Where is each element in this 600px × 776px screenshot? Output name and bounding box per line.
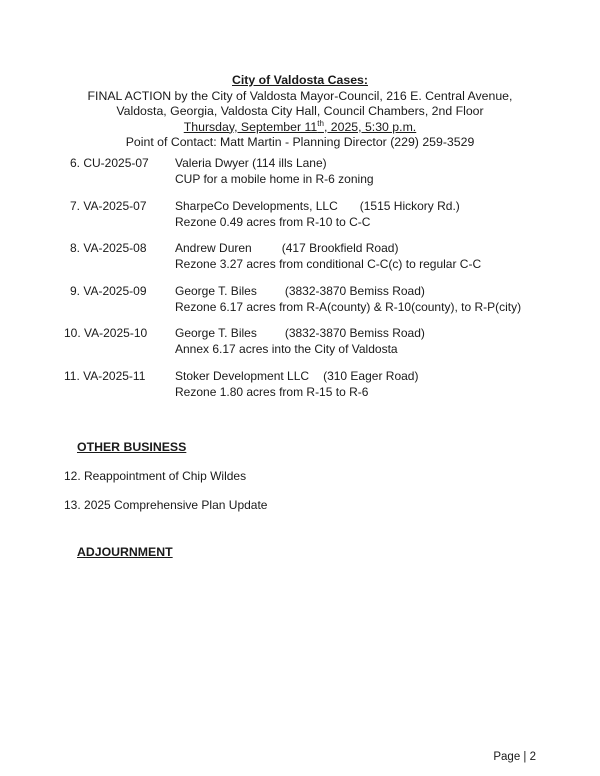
case-description: Rezone 3.27 acres from conditional C-C(c) to regular C-C <box>175 257 482 271</box>
case-address: (310 Eager Road) <box>323 369 419 383</box>
date-post: , 2025, 5:30 p.m. <box>323 119 417 134</box>
case-applicant: Stoker Development LLC <box>175 369 310 383</box>
other-business-heading: OTHER BUSINESS <box>77 440 187 454</box>
case-description: Rezone 0.49 acres from R-10 to C-C <box>175 215 371 229</box>
case-applicant-line <box>175 283 575 299</box>
other-business-item: 12. Reappointment of Chip Wildes <box>64 469 247 483</box>
case-applicant-line <box>175 240 575 256</box>
meeting-header <box>60 73 540 151</box>
case-number: 8. VA-2025-08 <box>70 241 147 255</box>
date-pre: Thursday, September 11 <box>183 119 318 134</box>
case-description: CUP for a mobile home in R-6 zoning <box>175 172 374 186</box>
case-applicant: SharpeCo Developments, LLC <box>175 199 338 213</box>
other-business-item: 13. 2025 Comprehensive Plan Update <box>64 498 268 512</box>
header-line-2: Valdosta, Georgia, Valdosta City Hall, Council Chambers, 2nd Floor <box>116 104 484 118</box>
case-number: 6. CU-2025-07 <box>70 156 149 170</box>
case-applicant-line <box>175 155 575 171</box>
meeting-date <box>60 120 540 136</box>
case-address: (3832-3870 Bemiss Road) <box>284 284 425 298</box>
case-applicant: Andrew Duren <box>175 241 252 255</box>
case-applicant: George T. Biles <box>175 326 257 340</box>
case-address: (114 ills Lane) <box>252 156 327 170</box>
case-description: Rezone 1.80 acres from R-15 to R-6 <box>175 385 369 399</box>
case-address: (3832-3870 Bemiss Road) <box>284 326 425 340</box>
page-number: Page | 2 <box>493 751 536 763</box>
case-applicant-line <box>175 325 575 341</box>
case-number: 7. VA-2025-07 <box>70 199 147 213</box>
case-applicant-line <box>175 368 575 384</box>
case-applicant: Valeria Dwyer <box>175 156 249 170</box>
case-number: 9. VA-2025-09 <box>70 284 147 298</box>
case-description: Rezone 6.17 acres from R-A(county) & R-10(county), to R-P(city) <box>175 300 522 314</box>
case-applicant-line <box>175 198 575 214</box>
case-number: 10. VA-2025-10 <box>64 326 148 340</box>
point-of-contact: Point of Contact: Matt Martin - Planning Director (229) 259-3529 <box>125 135 475 149</box>
case-address: (417 Brookfield Road) <box>281 241 399 255</box>
case-address: (1515 Hickory Rd.) <box>359 199 460 213</box>
case-applicant: George T. Biles <box>175 284 257 298</box>
case-description: Annex 6.17 acres into the City of Valdosta <box>175 342 398 356</box>
case-number: 11. VA-2025-11 <box>64 369 146 383</box>
header-title: City of Valdosta Cases: <box>232 73 368 87</box>
header-line-1: FINAL ACTION by the City of Valdosta Mayor-Council, 216 E. Central Avenue, <box>87 88 513 103</box>
date-sup: th <box>317 118 324 128</box>
adjournment-heading: ADJOURNMENT <box>77 545 173 559</box>
